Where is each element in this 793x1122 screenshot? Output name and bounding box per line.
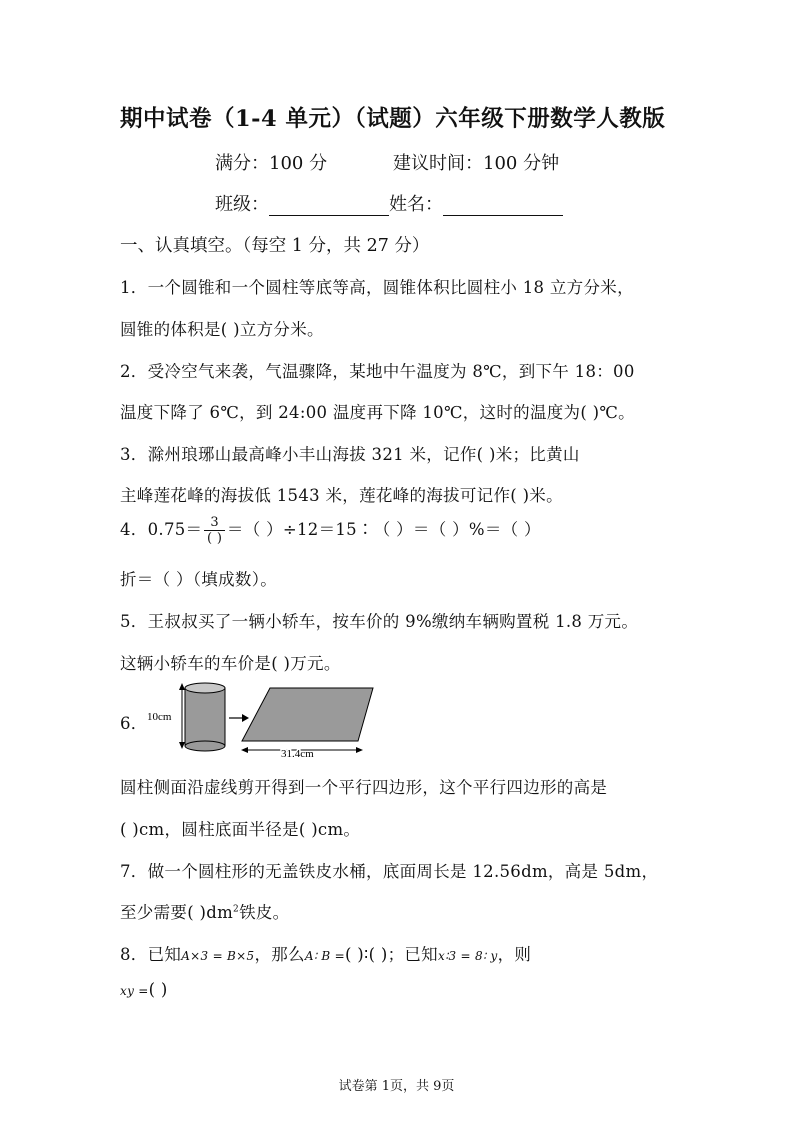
question-6-line-2: ( )cm，圆柱底面半径是( )cm。: [120, 820, 361, 839]
full-score: 满分：100 分: [215, 153, 328, 174]
cylinder-bottom: [185, 741, 225, 751]
question-2-line-1: 2．受冷空气来袭，气温骤降，某地中午温度为 8℃，到下午 18：00: [120, 362, 635, 381]
class-field-row: [215, 190, 563, 216]
question-8-end: ，则: [497, 945, 532, 964]
cylinder-body: [185, 688, 225, 746]
question-7-blank-text: 至少需要( )dm: [120, 903, 234, 922]
name-label: 姓名：: [389, 194, 443, 215]
question-4-line-2: 折＝（ ）（填成数）。: [120, 570, 278, 589]
question-5-line-1: 5．王叔叔买了一辆小轿车，按车价的 9%缴纳车辆购置税 1.8 万元。: [120, 612, 639, 631]
question-6-number: 6．: [120, 714, 148, 733]
equation-x-y: x∶3 = 8∶ y: [438, 949, 498, 963]
height-label: 10cm: [147, 711, 172, 723]
arrow-up-icon: [179, 683, 185, 690]
class-input-line[interactable]: [269, 197, 389, 216]
arrow-right-icon: [242, 714, 249, 722]
question-3-line-1: 3．滁州琅琊山最高峰小丰山海拔 321 米，记作( )米；比黄山: [120, 445, 580, 464]
question-1-line-1: 1．一个圆锥和一个圆柱等底等高，圆锥体积比圆柱小 18 立方分米，: [120, 278, 634, 297]
question-8-answer-blank: ( ): [148, 980, 168, 999]
cylinder-top: [185, 683, 225, 693]
cylinder-to-parallelogram-figure: [140, 678, 380, 760]
question-2-line-2: 温度下降了 6℃，到 24:00 温度再下降 10℃，这时的温度为( )℃。: [120, 403, 635, 422]
question-7-tail: 铁皮。: [239, 903, 290, 922]
arrow-left-icon: [241, 747, 248, 753]
question-4-rest: ＝（ ）÷12＝15∶（ ）＝（ ）%＝（ ）: [226, 520, 541, 539]
question-8-mid: ，那么: [254, 945, 305, 964]
question-6-line-1: 圆柱侧面沿虚线剪开得到一个平行四边形，这个平行四边形的高是: [120, 778, 608, 797]
equation-a-b: A×3 = B×5: [181, 949, 255, 963]
width-label: 31.4cm: [281, 748, 314, 760]
arrow-down-icon: [179, 742, 185, 749]
question-8-line-1: [120, 941, 531, 965]
question-3-line-2: 主峰莲花峰的海拔低 1543 米，莲花峰的海拔可记作( )米。: [120, 486, 563, 505]
suggested-time: 建议时间：100 分钟: [393, 153, 560, 174]
question-5-line-2: 这辆小轿车的车价是( )万元。: [120, 654, 341, 673]
section-heading-fill-in: 一、认真填空。（每空 1 分，共 27 分）: [120, 236, 430, 256]
question-7-line-2: [120, 899, 289, 923]
question-8-prefix: 8．已知: [120, 945, 182, 964]
question-8-line-2: [120, 980, 168, 999]
fraction: [204, 515, 225, 546]
ratio-a-b: A∶ B =: [304, 949, 345, 963]
class-label: 班级：: [215, 194, 269, 215]
question-8-blanks: ( )∶( )；已知: [344, 945, 438, 964]
product-xy: xy =: [120, 984, 149, 998]
parallelogram: [242, 688, 373, 741]
page-title: 期中试卷（1-4 单元）（试题）六年级下册数学人教版: [120, 106, 666, 132]
fraction-denominator: ( ): [207, 531, 223, 546]
question-4-prefix: 4．0.75＝: [120, 520, 203, 539]
superscript-2: 2: [233, 904, 240, 915]
question-1-line-2: 圆锥的体积是( )立方分米。: [120, 320, 324, 339]
question-4-line-1: [120, 515, 541, 546]
question-7-line-1: 7．做一个圆柱形的无盖铁皮水桶，底面周长是 12.56dm，高是 5dm，: [120, 862, 659, 881]
fraction-numerator: 3: [204, 515, 225, 531]
arrow-right-icon: [356, 747, 363, 753]
name-input-line[interactable]: [443, 197, 563, 216]
page-footer: 试卷第 1页，共 9页: [338, 1079, 455, 1094]
